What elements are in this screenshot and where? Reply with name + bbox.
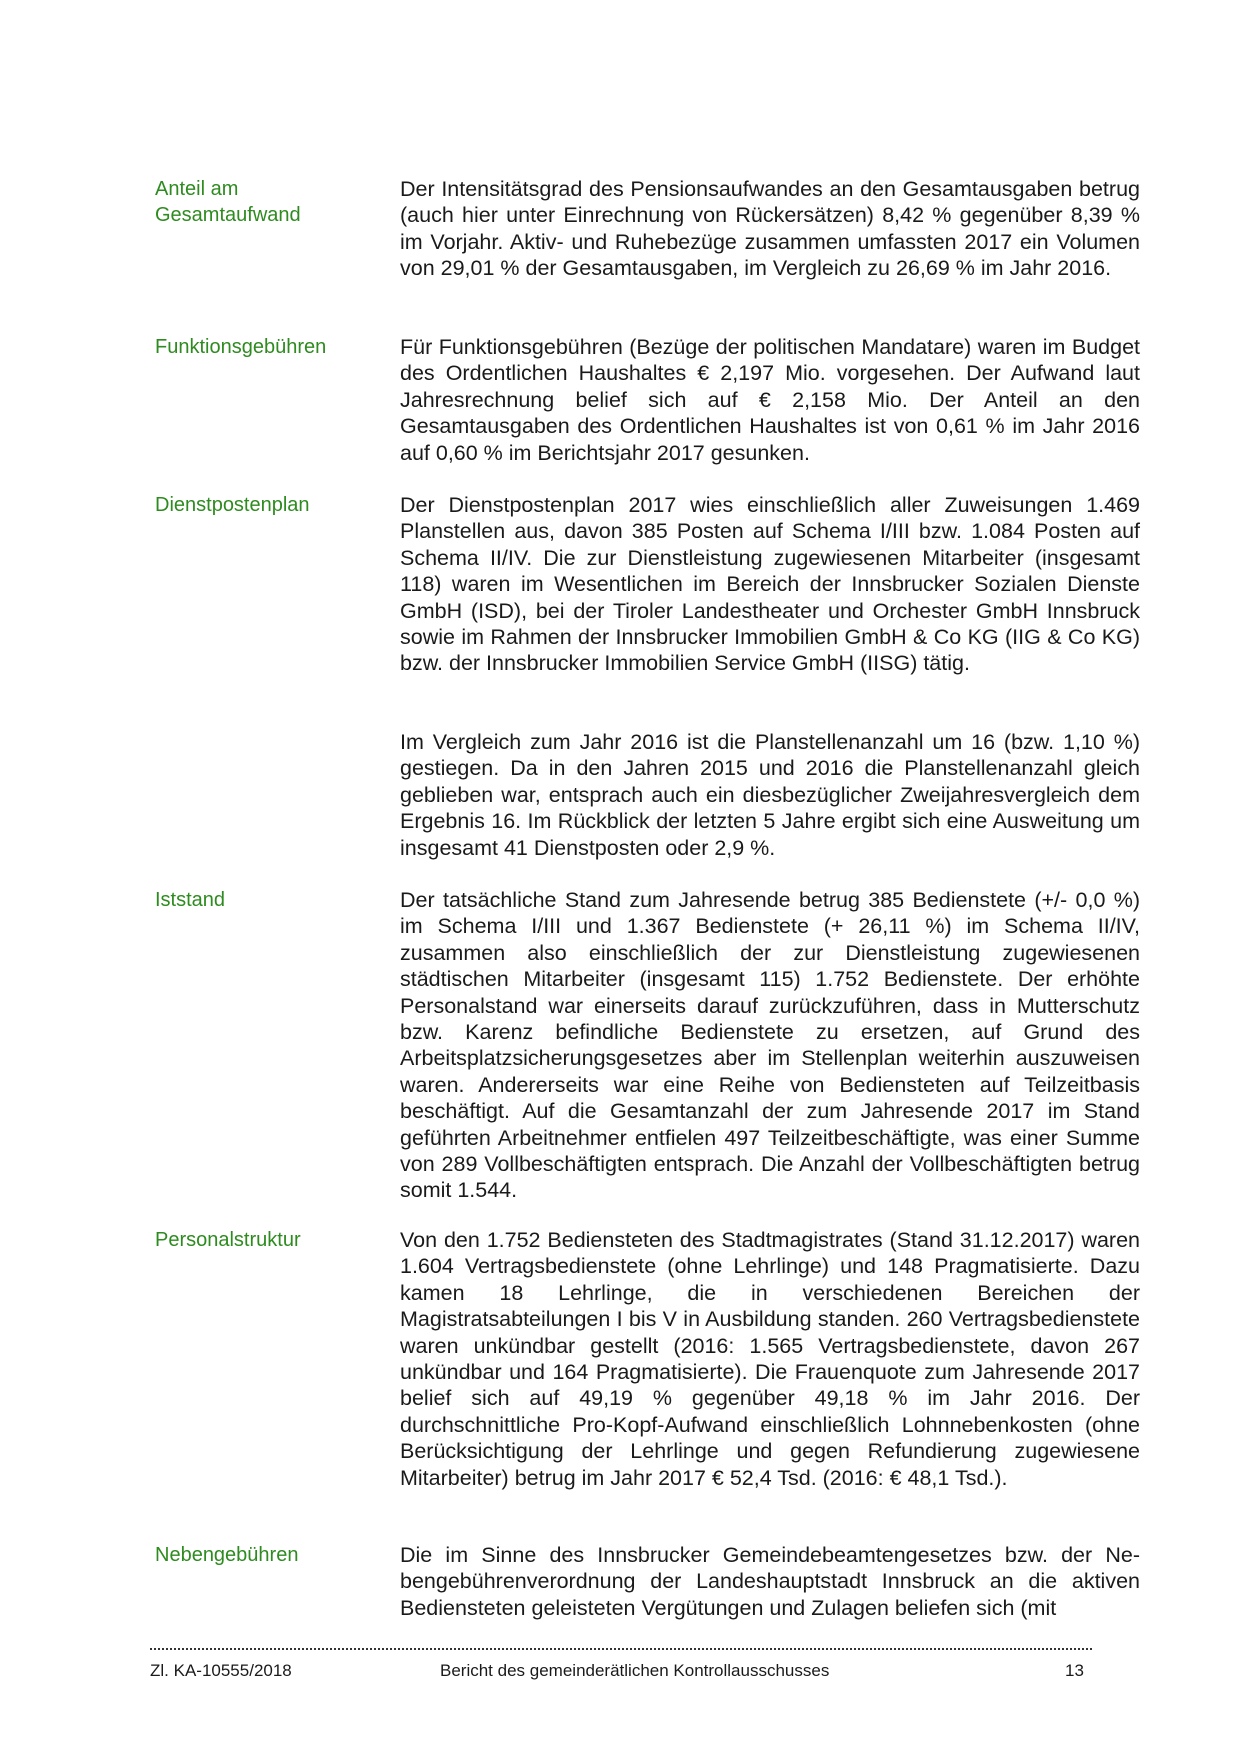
paragraph: Die im Sinne des Innsbrucker Gemeindebeamtengesetzes bzw. der Nebengebührenverordnung der Landeshauptstadt Innsbruck an die aktiven Bediensteten geleisteten Vergütungen und Zulagen beliefen sich (mit — [400, 1543, 1140, 1620]
paragraph: Der tatsächliche Stand zum Jahresende betrug 385 Bedienstete (+/- 0,0 %) im Schema I/III und 1.367 Bedienstete (+ 26,11 %) im Schema II/IV, zusammen also einschließlich der zur Dienstleistung zugewiesenen städtischen Mitarbeiter (insgesamt 115) 1.752 Bedienstete. Der erhöhte Personalstand war einerseits darauf zurückzuführen, dass in Mutterschutz bzw. Karenz befindliche Bedienstete zu ersetzen, auf Grund des Arbeitsplatzsicherungsgesetzes aber im Stellenplan weiterhin auszuweisen waren. Andererseits war eine Reihe von Bediensteten auf Teilzeitbasis beschäftigt. Auf die Gesamtanzahl der zum Jahresende 2017 im Stand geführten Arbeitnehmer entfielen 497 Teilzeitbeschäftigte, was einer Summe von 289 Vollbeschäftigten entsprach. Die Anzahl der Vollbeschäftigten betrug somit 1.544. — [400, 888, 1140, 1203]
margin-label: Nebengebühren — [155, 1544, 299, 1566]
paragraph: Für Funktionsgebühren (Bezüge der politischen Mandatare) waren im Budget des Ordentlichen Haushaltes € 2,197 Mio. vorgesehen. Der Aufwand laut Jahresrechnung belief sich auf € 2,158 Mio. Der Anteil an den Gesamtausgaben des Ordentlichen Haushaltes ist von 0,61 % im Jahr 2016 auf 0,60 % im Berichtsjahr 2017 gesunken. — [400, 335, 1140, 465]
paragraph: Im Vergleich zum Jahr 2016 ist die Planstellenanzahl um 16 (bzw. 1,10 %) gestiegen. Da in den Jahren 2015 und 2016 die Planstellenanzahl gleich geblieben war, entsprach auch ein diesbezüglicher Zweijahresvergleich dem Ergebnis 16. Im Rückblick der letzten 5 Jahre ergibt sich eine Ausweitung um insgesamt 41 Dienstposten oder 2,9 %. — [400, 730, 1140, 860]
footer-divider — [150, 1648, 1092, 1650]
footer-reference: Zl. KA-10555/2018 — [150, 1661, 292, 1680]
paragraph: Von den 1.752 Bediensteten des Stadtmagistrates (Stand 31.12.2017) waren 1.604 Vertragsbedienstete (ohne Lehrlinge) und 148 Pragmatisierte. Dazu kamen 18 Lehrlinge, die in verschiedenen Bereichen der Magistratsabteilungen I bis V in Ausbildung standen. 260 Vertragsbedienstete waren unkündbar gestellt (2016: 1.565 Vertragsbedienstete, davon 267 unkündbar und 164 Pragmatisierte). Die Frauenquote zum Jahresende 2017 belief sich auf 49,19 % gegenüber 49,18 % im Jahr 2016. Der durchschnittliche Pro-Kopf-Aufwand einschließlich Lohnnebenkosten (ohne Berücksichtigung der Lehrlinge und gegen Refundierung zugewiesene Mitarbeiter) betrug im Jahr 2017 € 52,4 Tsd. (2016: € 48,1 Tsd.). — [400, 1228, 1140, 1490]
paragraph: Der Intensitätsgrad des Pensionsaufwandes an den Gesamtausgaben betrug (auch hier unter Einrechnung von Rückersätzen) 8,42 % gegenüber 8,39 % im Vorjahr. Aktiv- und Ruhebezüge zusammen umfassten 2017 ein Volumen von 29,01 % der Gesamtausgaben, im Vergleich zu 26,69 % im Jahr 2016. — [400, 177, 1140, 281]
footer-title: Bericht des gemeinderätlichen Kontrollausschusses — [440, 1661, 830, 1680]
margin-label: Anteil am Gesamtaufwand — [155, 178, 301, 226]
page-number: 13 — [1065, 1661, 1084, 1680]
margin-label: Funktionsgebühren — [155, 336, 327, 358]
margin-label: Dienstpostenplan — [155, 494, 310, 516]
margin-label: Iststand — [155, 889, 226, 911]
margin-label: Personalstruktur — [155, 1229, 301, 1251]
paragraph: Der Dienstpostenplan 2017 wies einschließlich aller Zuweisungen 1.469 Planstellen aus, davon 385 Posten auf Schema I/III bzw. 1.084 Posten auf Schema II/IV. Die zur Dienstleistung zugewiesenen Mitarbeiter (insgesamt 118) waren im Wesentlichen im Bereich der Innsbrucker Sozialen Dienste GmbH (ISD), bei der Tiroler Landestheater und Orchester GmbH Innsbruck sowie im Rahmen der Innsbrucker Immobilien GmbH & Co KG (IIG & Co KG) bzw. der Innsbrucker Immobilien Service GmbH (IISG) tätig. — [400, 493, 1140, 676]
